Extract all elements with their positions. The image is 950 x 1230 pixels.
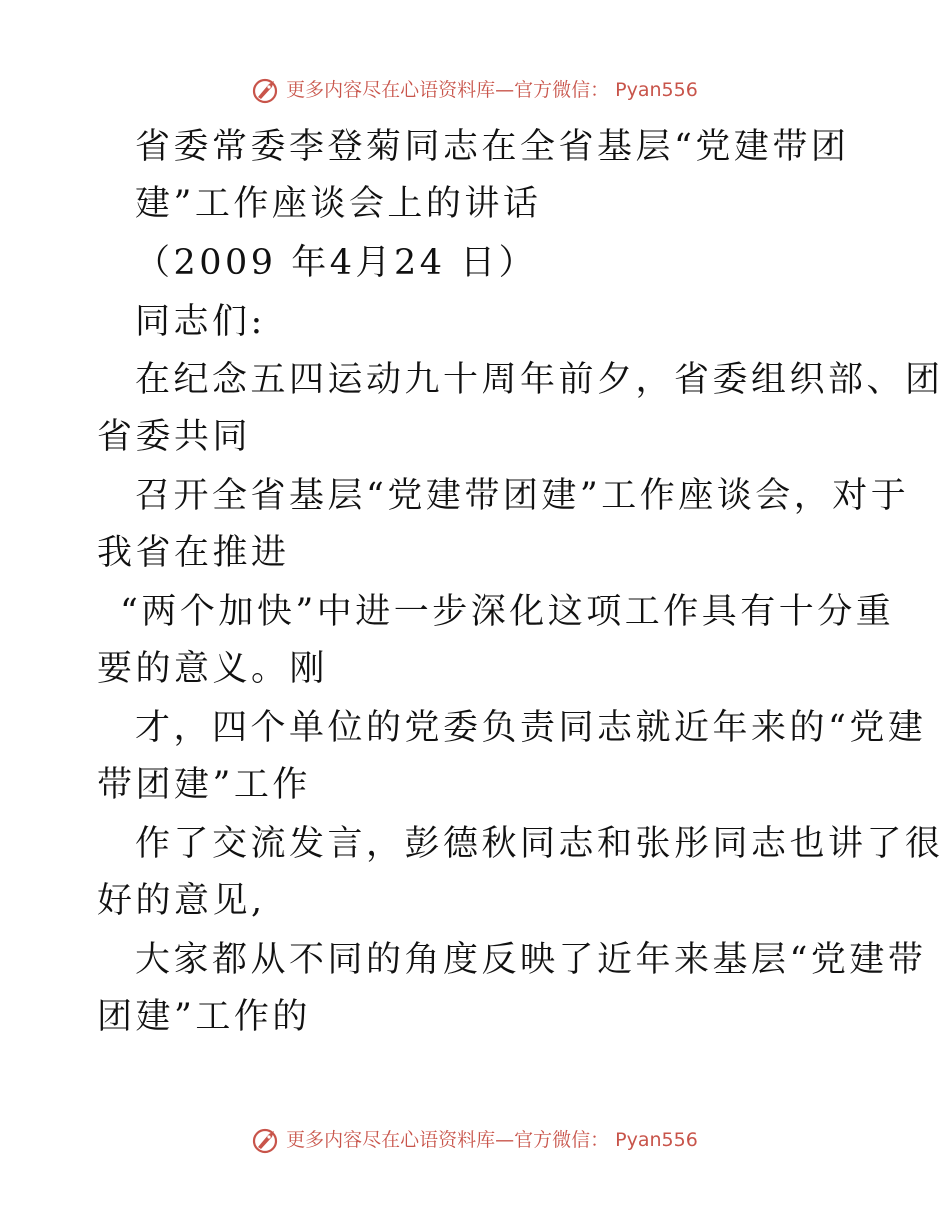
document-date: （2009 年4月24 日） — [135, 243, 538, 283]
document-title-line-1: 省委常委李登菊同志在全省基层“党建带团 — [135, 127, 850, 167]
body-line: 我省在推进 — [97, 533, 290, 573]
pen-nib-logo-icon — [252, 76, 280, 104]
header-watermark — [0, 76, 950, 104]
body-line: 团建”工作的 — [97, 997, 311, 1037]
body-line: 在纪念五四运动九十周年前夕，省委组织部、团 — [135, 360, 944, 400]
footer-watermark — [0, 1126, 950, 1154]
watermark-wechat-id: Pyan556 — [615, 79, 698, 101]
body-line: 带团建”工作 — [97, 765, 311, 805]
body-line: “两个加快”中进一步深化这项工作具有十分重 — [120, 592, 895, 632]
pen-nib-logo-icon — [252, 1126, 280, 1154]
document-title-line-2: 建”工作座谈会上的讲话 — [135, 184, 542, 224]
body-line: 作了交流发言，彭德秋同志和张彤同志也讲了很 — [135, 824, 944, 864]
body-line: 要的意义。刚 — [97, 649, 329, 689]
watermark-text: 更多内容尽在心语资料库—官方微信： — [286, 1129, 610, 1151]
body-line: 大家都从不同的角度反映了近年来基层“党建带 — [135, 940, 927, 980]
body-line: 省委共同 — [97, 417, 252, 457]
body-line: 好的意见, — [97, 881, 266, 921]
body-line: 召开全省基层“党建带团建”工作座谈会，对于 — [135, 476, 910, 516]
watermark-wechat-id: Pyan556 — [615, 1129, 698, 1151]
body-line: 才，四个单位的党委负责同志就近年来的“党建 — [135, 708, 927, 748]
watermark-text: 更多内容尽在心语资料库—官方微信： — [286, 79, 610, 101]
document-salutation: 同志们: — [135, 302, 266, 342]
